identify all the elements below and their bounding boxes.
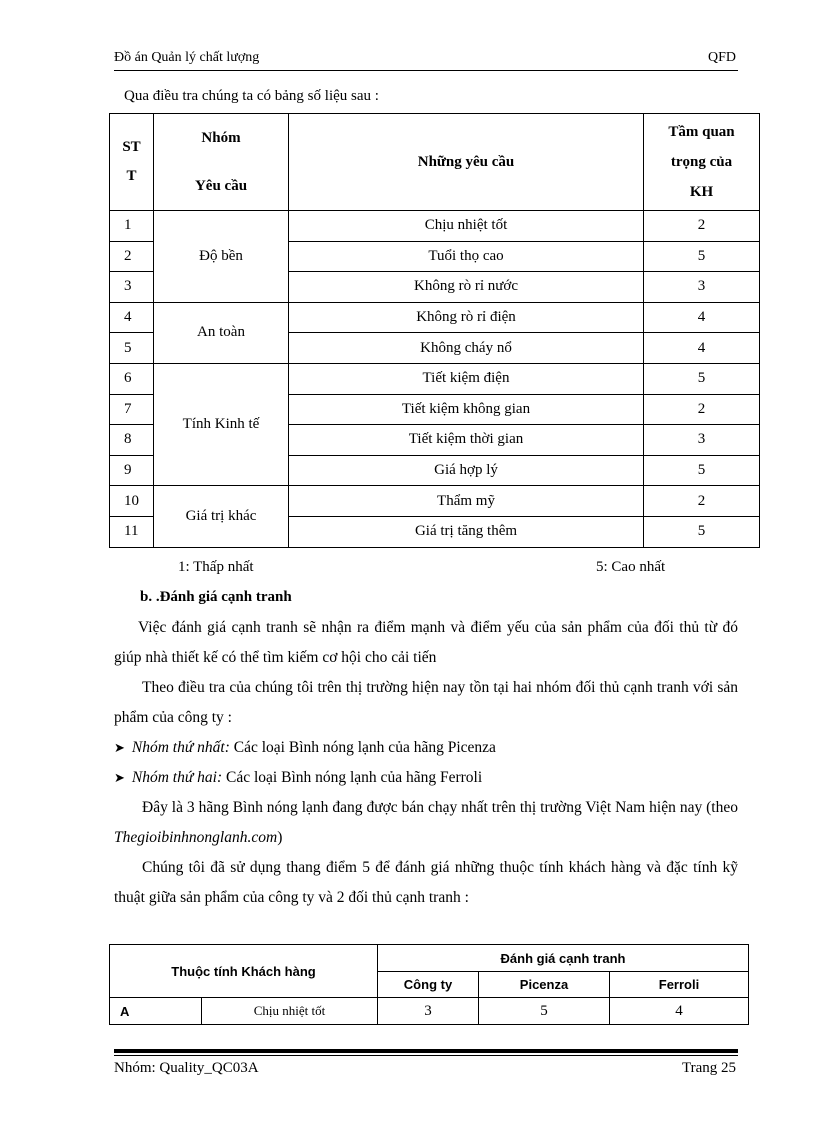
col-ferroli: Ferroli bbox=[610, 972, 749, 998]
table-row: 4 An toàn Không rò rỉ điện 4 bbox=[110, 302, 760, 333]
header-importance: Tầm quan trọng của KH bbox=[644, 114, 760, 211]
table-row: 9 Giá hợp lý 5 bbox=[110, 455, 760, 486]
table-row: 3 Không rò rỉ nước 3 bbox=[110, 272, 760, 303]
paragraph-2: Theo điều tra của chúng tôi trên thị trường hiện nay tồn tại hai nhóm đối thủ cạnh tranh với sản phẩm của công ty : bbox=[114, 679, 738, 726]
arrow-bullet-icon: ➤ bbox=[114, 770, 125, 785]
group-cell: Giá trị khác bbox=[154, 486, 289, 547]
table-row: 10 Giá trị khác Thẩm mỹ 2 bbox=[110, 486, 760, 517]
eval-header: Đánh giá cạnh tranh bbox=[378, 945, 749, 972]
header-title: Đồ án Quản lý chất lượng bbox=[114, 50, 260, 65]
table-row: 7 Tiết kiệm không gian 2 bbox=[110, 394, 760, 425]
header-stt: ST T bbox=[110, 114, 154, 211]
paragraph-1: Việc đánh giá cạnh tranh sẽ nhận ra điểm mạnh và điểm yếu của sản phẩm của đối thủ từ đó giúp nhà thiết kế có thể tìm kiếm cơ hội cho cải tiến bbox=[114, 619, 738, 666]
arrow-bullet-icon: ➤ bbox=[114, 740, 125, 755]
group-cell: Độ bền bbox=[154, 211, 289, 303]
competition-table bbox=[109, 944, 749, 1025]
table-row: A Chịu nhiệt tốt 3 5 4 bbox=[110, 998, 749, 1025]
header-right: QFD bbox=[707, 50, 736, 65]
table-row: 2 Tuổi thọ cao 5 bbox=[110, 241, 760, 272]
header-group: Nhóm Yêu cầu bbox=[154, 114, 289, 211]
attr-header: Thuộc tính Khách hàng bbox=[110, 945, 378, 998]
scale-low: 1: Thấp nhất bbox=[178, 559, 254, 575]
bullet-2: ➤ Nhóm thứ hai: Các loại Bình nóng lạnh của hãng Ferroli bbox=[114, 763, 482, 793]
requirements-table bbox=[109, 113, 760, 548]
bullet-1: ➤ Nhóm thứ nhất: Các loại Bình nóng lạnh của hãng Picenza bbox=[114, 733, 496, 763]
intro-text: Qua điều tra chúng ta có bảng số liệu sau : bbox=[124, 88, 379, 104]
row-icon: A bbox=[110, 998, 202, 1025]
footer-group: Nhóm: Quality_QC03A bbox=[114, 1060, 259, 1076]
footer-divider-thin bbox=[114, 1055, 738, 1056]
footer-divider-thick bbox=[114, 1049, 738, 1053]
header-requirements: Những yêu cầu bbox=[289, 114, 644, 211]
page-number: Trang 25 bbox=[681, 1060, 736, 1076]
paragraph-4: Chúng tôi đã sử dụng thang điểm 5 để đánh giá những thuộc tính khách hàng và đặc tính kỹ thuật giữa sản phẩm của công ty và 2 đối thủ cạnh tranh : bbox=[114, 859, 738, 906]
source-site: Thegioibinhnonglanh.com bbox=[114, 829, 278, 846]
header-divider bbox=[114, 70, 738, 71]
group-cell: Tính Kinh tế bbox=[154, 363, 289, 485]
scale-high: 5: Cao nhất bbox=[596, 559, 666, 575]
col-company: Công ty bbox=[378, 972, 479, 998]
group-cell: An toàn bbox=[154, 302, 289, 363]
table-row: 11 Giá trị tăng thêm 5 bbox=[110, 516, 760, 547]
section-title: b. .Đánh giá cạnh tranh bbox=[140, 589, 292, 605]
table-row: 8 Tiết kiệm thời gian 3 bbox=[110, 425, 760, 456]
paragraph-3: Đây là 3 hãng Bình nóng lạnh đang được bán chạy nhất trên thị trường Việt Nam hiện nay (theo Thegioibinhnonglanh.com) bbox=[114, 799, 738, 846]
table-row: 6 Tính Kinh tế Tiết kiệm điện 5 bbox=[110, 363, 760, 394]
table-row: 1 Độ bền Chịu nhiệt tốt 2 bbox=[110, 211, 760, 242]
col-picenza: Picenza bbox=[479, 972, 610, 998]
table-row: 5 Không cháy nổ 4 bbox=[110, 333, 760, 364]
